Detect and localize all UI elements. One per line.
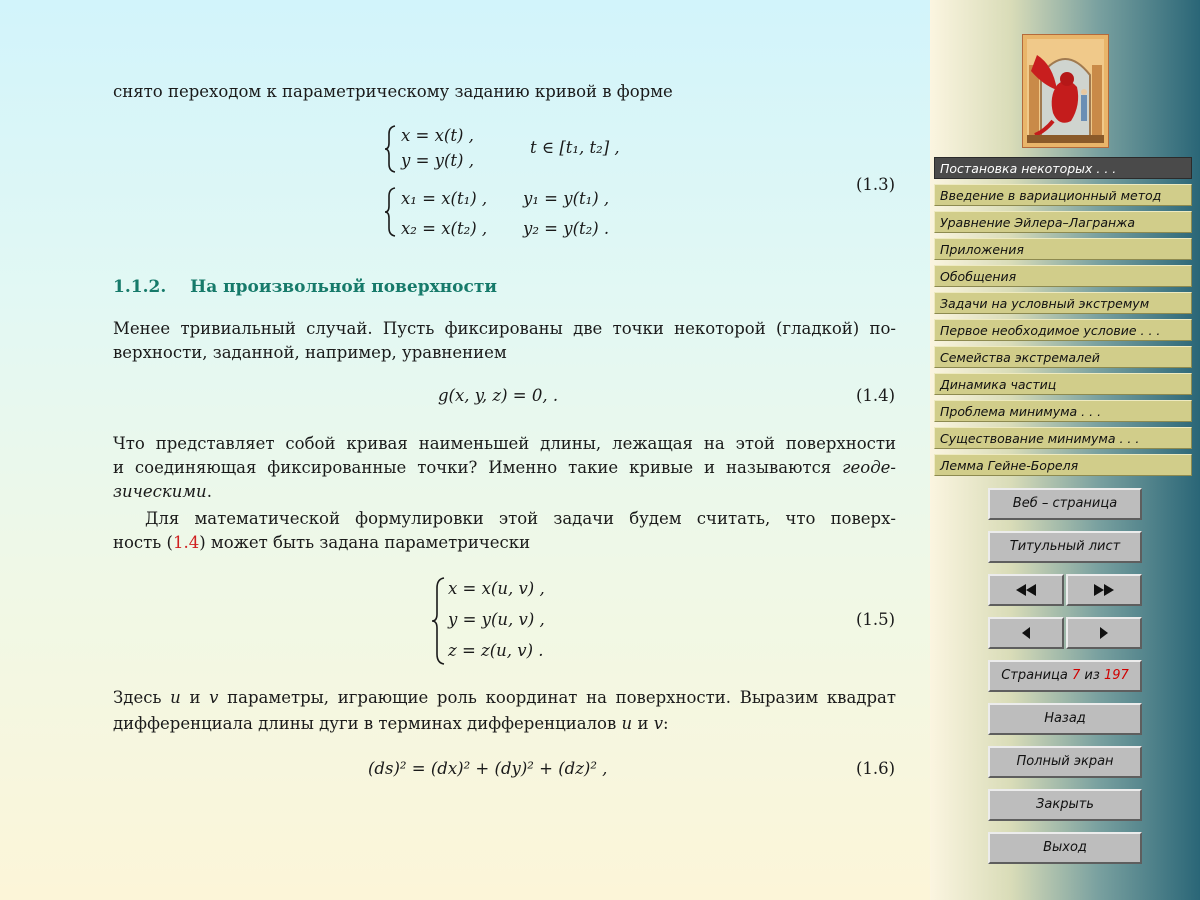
eq16-expr: (ds)² = (dx)² + (dy)² + (dz)² ,	[368, 759, 608, 778]
navigation-sidebar	[930, 0, 1200, 900]
nav-item-6[interactable]: Задачи на условный экстремум	[934, 292, 1192, 314]
eq15-line2: y = y(u, v) ,	[448, 610, 545, 629]
exit-button[interactable]: Выход	[988, 832, 1142, 864]
section-number: 1.1.2.	[113, 277, 167, 297]
para3-line2-end: ) может быть задана параметрически	[199, 533, 531, 552]
para4-line2-text: дифференциала длины дуги в терминах дифференциалов	[113, 714, 617, 733]
para4-line1	[113, 686, 896, 710]
para2-line2-text: и соединяющая фиксированные точки? Именно такие кривые и называются	[113, 458, 832, 477]
para2-line2	[113, 456, 896, 480]
nav-item-5[interactable]: Обобщения	[934, 265, 1192, 287]
nav-item-1[interactable]: Постановка некоторых . . .	[934, 157, 1192, 179]
page-prefix: Страница	[1001, 668, 1068, 683]
eq15-line1: x = x(u, v) ,	[448, 579, 545, 598]
close-button[interactable]: Закрыть	[988, 789, 1142, 821]
fullscreen-button[interactable]: Полный экран	[988, 746, 1142, 778]
eq13-param: t ∈ [t₁, t₂] ,	[530, 138, 620, 157]
page-current: 7	[1072, 668, 1081, 683]
para2-line1: Что представляет собой кривая наименьшей длины, лежащая на этой поверхности	[113, 434, 896, 453]
nav-item-8[interactable]: Семейства экстремалей	[934, 346, 1192, 368]
para3-line2-start: ность (	[113, 533, 173, 552]
intro-line: снято переходом к параметрическому заданию кривой в форме	[113, 82, 673, 101]
para3-line2	[113, 531, 896, 555]
back-button[interactable]: Назад	[988, 703, 1142, 735]
para4-u: u	[170, 688, 181, 707]
brace-2	[383, 186, 397, 238]
para4-line2-and: и	[637, 714, 649, 733]
para4-v: v	[209, 688, 219, 707]
eq13-line4b: y₂ = y(t₂) .	[523, 219, 610, 238]
nav-item-2[interactable]: Введение в вариационный метод	[934, 184, 1192, 206]
nav-item-9[interactable]: Динамика частиц	[934, 373, 1192, 395]
eq13-line3a: x₁ = x(t₁) ,	[401, 189, 488, 208]
equation-ref-link[interactable]: 1.4	[172, 533, 200, 552]
title-page-button[interactable]: Титульный лист	[988, 531, 1142, 563]
double-right-arrow-icon	[1092, 584, 1116, 596]
next-page-button[interactable]	[1066, 617, 1142, 649]
para4-line2-u: u	[621, 714, 633, 733]
para2-line3	[113, 480, 896, 504]
page-total: 197	[1103, 668, 1129, 683]
para2-line3-end: .	[206, 482, 212, 501]
para4-text-b: параметры, играющие роль координат на поверхности. Выразим квадрат	[227, 688, 896, 707]
eq13-line1: x = x(t) ,	[401, 126, 474, 145]
nav-item-12[interactable]: Лемма Гейне-Бореля	[934, 454, 1192, 476]
eq13-line2: y = y(t) ,	[401, 151, 474, 170]
eq16-number: (1.6)	[856, 759, 896, 778]
eq13-line4a: x₂ = x(t₂) ,	[401, 219, 488, 238]
left-arrow-icon	[1020, 627, 1032, 639]
eq14-number: (1.4)	[856, 386, 896, 405]
para1-line2: верхности, заданной, например, уравнением	[113, 343, 507, 362]
web-page-button[interactable]: Веб – страница	[988, 488, 1142, 520]
prev-page-button[interactable]	[988, 617, 1064, 649]
eq13-line3b: y₁ = y(t₁) ,	[523, 189, 610, 208]
eq15-line3: z = z(u, v) .	[448, 641, 544, 660]
para4-line2	[113, 712, 896, 736]
nav-item-4[interactable]: Приложения	[934, 238, 1192, 260]
para3-line1: Для математической формулировки этой задачи будем считать, что поверх-	[145, 509, 896, 528]
right-arrow-icon	[1098, 627, 1110, 639]
eq15-number: (1.5)	[856, 610, 896, 629]
eq13-number: (1.3)	[856, 175, 896, 194]
dragon-illustration-icon	[1022, 34, 1109, 148]
double-left-arrow-icon	[1014, 584, 1038, 596]
section-heading	[113, 277, 497, 297]
fast-forward-button[interactable]	[1066, 574, 1142, 606]
para4-line2-v: v	[653, 714, 664, 733]
brace-3	[430, 576, 446, 666]
para2-line3-italic: зическими	[113, 482, 207, 501]
page-of: из	[1084, 668, 1100, 683]
para1-line1: Менее тривиальный случай. Пусть фиксированы две точки некоторой (гладкой) по-	[113, 319, 896, 338]
rewind-button[interactable]	[988, 574, 1064, 606]
para2-line2-italic: геоде-	[842, 458, 897, 477]
para4-and: и	[189, 688, 201, 707]
nav-item-10[interactable]: Проблема минимума . . .	[934, 400, 1192, 422]
eq14-expr: g(x, y, z) = 0, .	[438, 386, 559, 405]
nav-item-3[interactable]: Уравнение Эйлера–Лагранжа	[934, 211, 1192, 233]
nav-item-11[interactable]: Существование минимума . . .	[934, 427, 1192, 449]
nav-item-7[interactable]: Первое необходимое условие . . .	[934, 319, 1192, 341]
para4-line2-colon: :	[663, 714, 669, 733]
brace-1	[383, 124, 397, 174]
page-indicator	[988, 660, 1142, 692]
para4-text-a: Здесь	[113, 688, 162, 707]
section-title: На произвольной поверхности	[190, 277, 497, 297]
